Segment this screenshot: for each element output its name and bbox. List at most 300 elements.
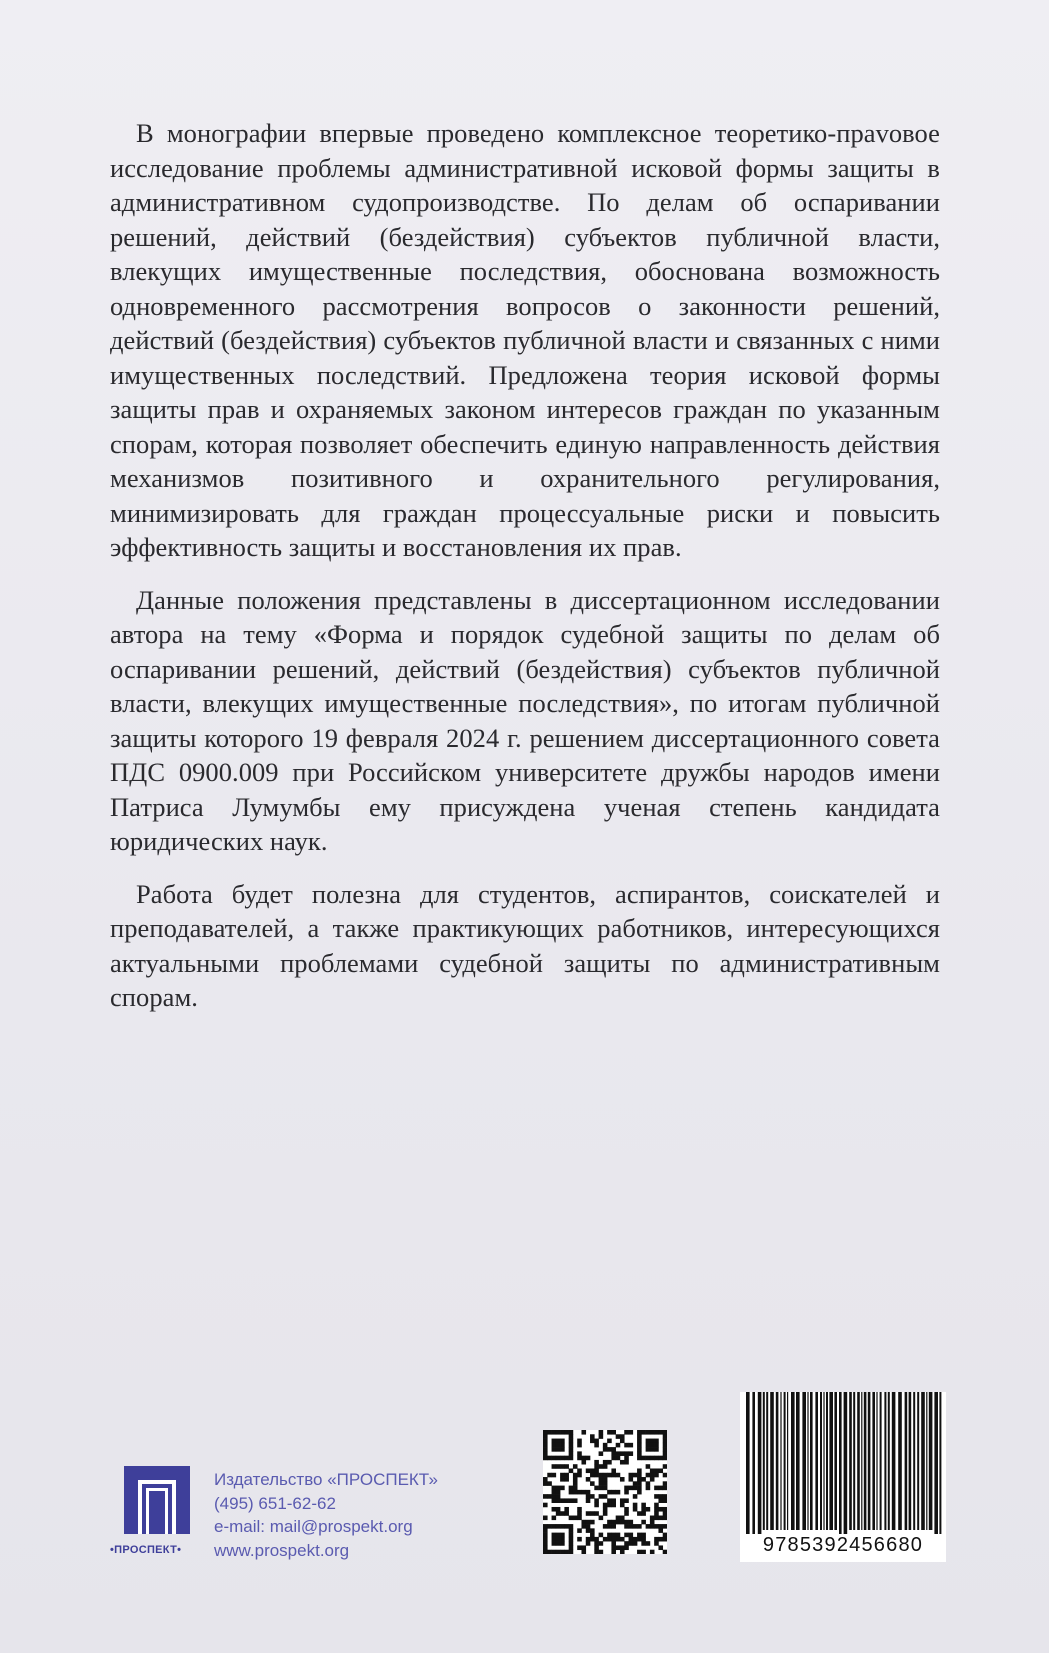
qr-module [552,1541,557,1546]
qr-module [650,1520,655,1525]
annotation-paragraph-3: Работа будет полезна для студентов, аспирантов, соискателей и преподавателей, а также практикующих работников, интересующихся актуальными проблемами судебной защиты по административным спорам. [110,878,940,1012]
prospekt-logo-icon [124,1466,190,1534]
qr-module [564,1524,569,1529]
qr-module [556,1447,561,1452]
qr-module [577,1507,582,1512]
qr-module [590,1537,595,1542]
qr-module [543,1528,548,1533]
qr-module [564,1473,569,1478]
qr-module [637,1447,642,1452]
qr-module [658,1524,663,1529]
barcode-bar [770,1392,774,1530]
barcode-bar [787,1392,788,1530]
qr-module [560,1464,565,1469]
qr-module [637,1524,642,1529]
barcode-bar [820,1392,822,1530]
qr-module [654,1537,659,1542]
qr-module [564,1477,569,1482]
qr-module [624,1430,629,1435]
qr-module [663,1507,667,1512]
barcode-bar [780,1392,781,1530]
qr-module [611,1520,616,1525]
qr-module [564,1456,569,1461]
annotation-paragraph-1: В монографии впервые проведено комплексное теоретико-праvовое исследование проблемы административной исковой формы защиты в административном судопроизводстве. По делам об оспаривании решений, действий (бездействия) субъектов публичной власти, влекущих имущественные последствия, обоснована возможность одновременного рассмотрения вопросов о законности решений, действий (бездействия) субъектов публичной власти и связанных с ними имущественных последствий. Предложена теория исковой формы защиты прав и охраняемых законом интересов граждан по указанным спорам, которая позволяет обеспечить единую направленность действия механизмов позитивного и охранительного регулирования, минимизировать для граждан процессуальные риски и повысить эффективность защиты и восстановления их прав. [110,118,940,562]
qr-module [663,1456,667,1461]
qr-module [594,1498,599,1503]
qr-module [663,1486,667,1491]
qr-module [620,1503,625,1508]
qr-module [629,1486,634,1491]
qr-module [663,1533,667,1538]
qr-module [556,1486,561,1491]
barcode-bar [758,1392,762,1538]
qr-module [547,1481,552,1486]
qr-module [641,1430,646,1435]
qr-module [624,1520,629,1525]
qr-module [599,1550,604,1554]
qr-module [603,1537,608,1542]
qr-module [590,1533,595,1538]
barcode-bar [913,1392,915,1530]
qr-module [560,1447,565,1452]
qr-module [633,1541,638,1546]
qr-module [663,1511,667,1516]
qr-module [556,1430,561,1435]
publisher-website: www.prospekt.org [214,1540,350,1560]
qr-module [607,1439,612,1444]
qr-module [556,1507,561,1512]
annotation-text [110,116,940,1033]
qr-module [569,1468,574,1473]
publisher-email: e-mail: mail@prospekt.org [214,1517,413,1536]
qr-module [650,1550,655,1554]
qr-module [646,1524,651,1529]
qr-module [560,1456,565,1461]
qr-module [620,1451,625,1456]
qr-module [560,1439,565,1444]
qr-module [552,1533,557,1538]
qr-module [611,1524,616,1529]
barcode-bar [857,1392,860,1530]
qr-module [556,1537,561,1542]
qr-module [624,1443,629,1448]
qr-module [573,1490,578,1495]
qr-module [599,1486,604,1491]
qr-module [573,1498,578,1503]
qr-module [633,1503,638,1508]
qr-module [637,1443,642,1448]
qr-module [552,1550,557,1554]
qr-module [569,1486,574,1491]
qr-module [620,1477,625,1482]
qr-module [543,1434,548,1439]
qr-module [586,1511,591,1516]
qr-module [590,1494,595,1499]
qr-module [603,1447,608,1452]
qr-module [654,1507,659,1512]
barcode-bar [868,1392,871,1530]
qr-module [543,1443,548,1448]
qr-module [603,1494,608,1499]
qr-module [603,1477,608,1482]
qr-module [646,1439,651,1444]
qr-module [654,1516,659,1521]
qr-module [590,1439,595,1444]
barcode-bar [791,1392,795,1530]
qr-module [581,1545,586,1550]
qr-module [594,1541,599,1546]
qr-module [547,1550,552,1554]
qr-module [620,1498,625,1503]
barcode-bar [807,1392,808,1530]
qr-module [594,1550,599,1554]
qr-module [646,1507,651,1512]
qr-module [663,1439,667,1444]
qr-module [654,1541,659,1546]
qr-module [624,1507,629,1512]
qr-module [658,1545,663,1550]
qr-module [629,1443,634,1448]
qr-module [560,1443,565,1448]
qr-module [658,1486,663,1491]
qr-module [581,1524,586,1529]
qr-module [556,1533,561,1538]
qr-module [663,1481,667,1486]
isbn-digits: 9785392456680 [740,1534,946,1557]
qr-module [599,1494,604,1499]
barcode-bar [864,1392,867,1530]
qr-module [611,1498,616,1503]
qr-module [586,1498,591,1503]
qr-module [543,1545,548,1550]
qr-module [650,1439,655,1444]
barcode-bar [839,1392,842,1538]
barcode-bar [888,1392,890,1530]
qr-module [654,1430,659,1435]
qr-module [577,1443,582,1448]
qr-module [599,1430,604,1435]
qr-module [629,1477,634,1482]
qr-module [560,1550,565,1554]
qr-module [599,1516,604,1521]
qr-module [616,1473,621,1478]
qr-module [663,1473,667,1478]
qr-module [637,1481,642,1486]
qr-module [616,1490,621,1495]
qr-module [611,1430,616,1435]
qr-module [552,1537,557,1542]
qr-module [552,1507,557,1512]
qr-module [663,1524,667,1529]
qr-module [594,1511,599,1516]
qr-module [581,1460,586,1465]
barcode-bar [909,1392,912,1530]
qr-module [658,1507,663,1512]
qr-module [637,1477,642,1482]
qr-module [573,1481,578,1486]
barcode-bar [934,1392,938,1538]
qr-module [594,1503,599,1508]
qr-module [556,1439,561,1444]
qr-module [620,1460,625,1465]
qr-module [577,1516,582,1521]
qr-module [616,1537,621,1542]
qr-module [611,1451,616,1456]
qr-module [650,1524,655,1529]
qr-module [603,1443,608,1448]
qr-module [641,1477,646,1482]
qr-module [607,1503,612,1508]
qr-module [654,1473,659,1478]
qr-module [646,1456,651,1461]
qr-module [629,1533,634,1538]
qr-module [569,1537,574,1542]
qr-module [552,1447,557,1452]
qr-module [658,1468,663,1473]
qr-module [620,1545,625,1550]
qr-module [556,1494,561,1499]
qr-module [581,1456,586,1461]
qr-module [556,1456,561,1461]
qr-module [616,1451,621,1456]
qr-module [560,1537,565,1542]
barcode-bar [884,1392,886,1530]
qr-module [543,1533,548,1538]
qr-module [569,1430,574,1435]
qr-module [663,1516,667,1521]
barcode-bar [802,1392,806,1530]
qr-module [560,1473,565,1478]
qr-module [607,1524,612,1529]
qr-module [556,1550,561,1554]
qr-module [663,1434,667,1439]
qr-module [577,1451,582,1456]
qr-module [663,1451,667,1456]
qr-module [637,1434,642,1439]
qr-module [599,1533,604,1538]
qr-module [569,1490,574,1495]
qr-module [543,1516,548,1521]
qr-module [564,1507,569,1512]
qr-module [569,1498,574,1503]
qr-module [569,1528,574,1533]
qr-module [629,1473,634,1478]
qr-module [556,1541,561,1546]
qr-module [646,1447,651,1452]
qr-module [620,1439,625,1444]
qr-module [650,1468,655,1473]
qr-module [663,1498,667,1503]
qr-module [581,1550,586,1554]
qr-module [654,1456,659,1461]
qr-module [607,1537,612,1542]
qr-module [599,1451,604,1456]
publisher-name: Издательство «ПРОСПЕКТ» [214,1470,438,1489]
qr-module [611,1533,616,1538]
qr-module [654,1447,659,1452]
qr-module [646,1443,651,1448]
qr-module [629,1524,634,1529]
barcode-bar [929,1392,933,1530]
qr-module [629,1430,634,1435]
qr-module [552,1524,557,1529]
qr-module [633,1473,638,1478]
qr-module [658,1498,663,1503]
barcode-bar [872,1392,875,1530]
qr-module [641,1520,646,1525]
qr-module [663,1550,667,1554]
qr-module [641,1507,646,1512]
publisher-logo [110,1466,200,1566]
qr-module [624,1451,629,1456]
qr-module [569,1447,574,1452]
qr-module [543,1494,548,1499]
qr-module [658,1456,663,1461]
qr-module [654,1486,659,1491]
qr-module [624,1460,629,1465]
qr-module [633,1481,638,1486]
qr-module [624,1524,629,1529]
barcode-bar [834,1392,837,1530]
qr-module [603,1481,608,1486]
qr-module [590,1520,595,1525]
qr-module [658,1516,663,1521]
qr-module [586,1490,591,1495]
qr-module [611,1541,616,1546]
qr-module [641,1511,646,1516]
qr-module [560,1541,565,1546]
qr-module [637,1511,642,1516]
qr-module [646,1541,651,1546]
qr-module [569,1451,574,1456]
qr-module [616,1434,621,1439]
qr-module [569,1443,574,1448]
qr-code-icon [543,1430,667,1554]
qr-module [552,1490,557,1495]
qr-module [654,1524,659,1529]
qr-module [641,1541,646,1546]
qr-module [543,1456,548,1461]
qr-module [599,1434,604,1439]
qr-module [564,1464,569,1469]
qr-module [577,1468,582,1473]
qr-module [560,1511,565,1516]
qr-module [658,1528,663,1533]
qr-module [607,1460,612,1465]
qr-module [573,1486,578,1491]
publisher-phone: (495) 651-62-62 [214,1493,336,1513]
qr-module [594,1439,599,1444]
qr-module [603,1524,608,1529]
qr-module [654,1511,659,1516]
qr-module [599,1473,604,1478]
qr-module [624,1490,629,1495]
qr-module [641,1533,646,1538]
qr-module [556,1443,561,1448]
barcode-bar [898,1392,902,1530]
qr-module [569,1550,574,1554]
qr-module [556,1490,561,1495]
qr-module [641,1503,646,1508]
qr-module [586,1528,591,1533]
qr-module [654,1443,659,1448]
qr-module [650,1447,655,1452]
qr-module [590,1468,595,1473]
qr-module [569,1541,574,1546]
qr-module [611,1490,616,1495]
qr-module [637,1533,642,1538]
qr-module [556,1524,561,1529]
qr-module [586,1456,591,1461]
qr-module [564,1511,569,1516]
qr-module [586,1541,591,1546]
qr-module [552,1516,557,1521]
barcode-bar [810,1392,813,1530]
qr-module [607,1490,612,1495]
qr-module [552,1443,557,1448]
qr-module [607,1520,612,1525]
qr-module [637,1537,642,1542]
annotation-paragraph-2: Данные положения представлены в диссертационном исследовании автора на тему «Форма и порядок судебной защиты по делам об оспаривании решений, действий (бездействия) субъектов публичной власти, влекущих имущественные последствия», по итогам публичной защиты которого 19 февраля 2024 г. решением диссертационного совета ПДС 0900.009 при Российском университете дружбы народов имени Патриса Лумумбы ему присуждена ученая степень кандидата юридических наук. [110,584,940,856]
qr-module [611,1537,616,1542]
qr-module [624,1545,629,1550]
barcode-bar [752,1392,755,1538]
qr-module [543,1550,548,1554]
qr-module [599,1464,604,1469]
qr-module [603,1511,608,1516]
qr-module [543,1541,548,1546]
qr-module [654,1494,659,1499]
qr-module [560,1498,565,1503]
qr-module [663,1464,667,1469]
qr-module [573,1477,578,1482]
qr-module [633,1524,638,1529]
qr-module [603,1507,608,1512]
qr-module [663,1430,667,1435]
qr-module [611,1550,616,1554]
qr-module [607,1447,612,1452]
qr-module [654,1439,659,1444]
qr-module [586,1477,591,1482]
qr-module [552,1456,557,1461]
qr-module [573,1464,578,1469]
qr-module [569,1434,574,1439]
publisher-contacts [214,1468,438,1562]
qr-module [637,1456,642,1461]
qr-module [586,1537,591,1542]
barcode-bar [876,1392,877,1530]
qr-module [616,1456,621,1461]
barcode-bar [861,1392,862,1530]
qr-module [556,1498,561,1503]
qr-module [590,1511,595,1516]
qr-module [552,1439,557,1444]
qr-module [650,1477,655,1482]
qr-module [581,1520,586,1525]
barcode-bar [763,1392,765,1530]
qr-module [543,1524,548,1529]
qr-module [581,1490,586,1495]
qr-module [586,1494,591,1499]
qr-module [607,1498,612,1503]
qr-module [573,1516,578,1521]
qr-module [641,1550,646,1554]
qr-module [616,1520,621,1525]
qr-module [586,1520,591,1525]
qr-module [573,1473,578,1478]
qr-module [624,1541,629,1546]
qr-module [637,1550,642,1554]
